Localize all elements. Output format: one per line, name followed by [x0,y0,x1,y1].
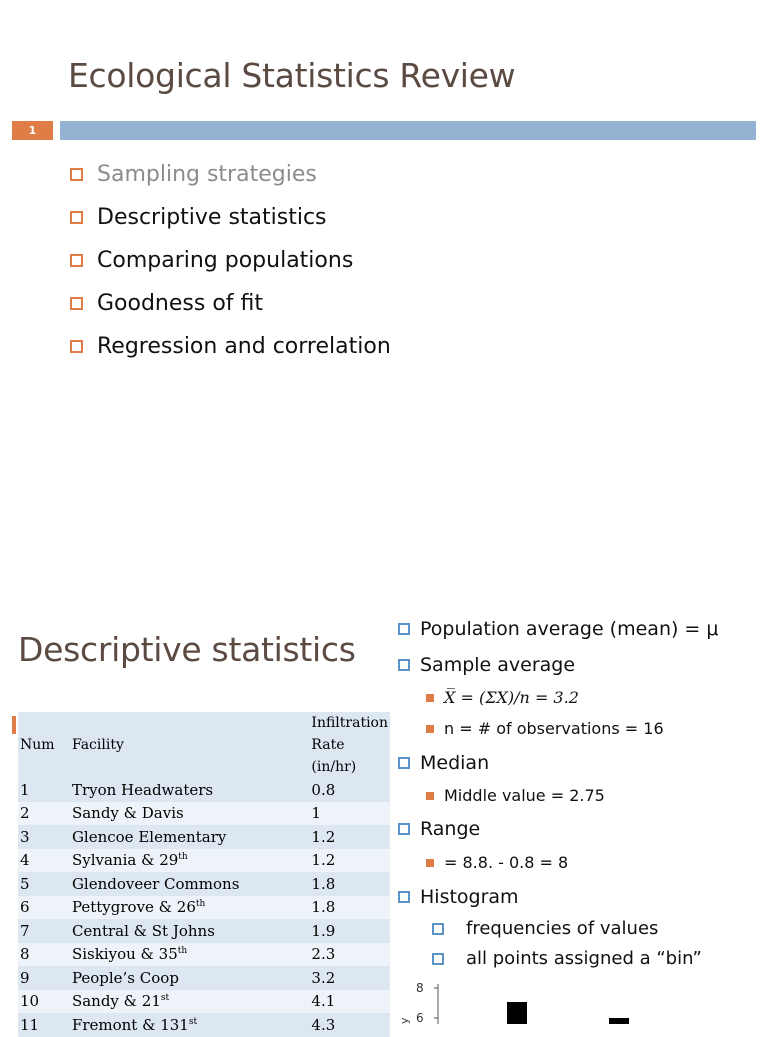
bullet-range [398,818,480,840]
cell-facility [70,1013,309,1037]
facility-name: Glencoe Elementary [71,827,227,846]
facility-name: Sandy & 21 [71,992,161,1011]
agenda-item-label: Comparing populations [97,248,354,273]
cell-facility [70,896,309,920]
cell-rate: 1 [309,802,390,826]
col-header-rate-line: Rate [311,737,345,753]
hollow-square-bullet-icon [70,254,83,267]
bullet-histogram [398,886,519,908]
cell-rate: 1.2 [309,825,390,849]
table-row [18,896,390,920]
bullet-frequencies [432,918,658,939]
ordinal-suffix: th [178,852,188,863]
table-row [18,849,390,873]
cell-rate: 4.1 [309,990,390,1014]
cell-num: 8 [18,943,70,967]
cell-facility [70,849,309,873]
agenda-item [70,282,391,325]
hollow-square-bullet-icon [70,297,83,310]
ordinal-suffix: th [177,946,188,957]
table-body [18,778,390,1037]
filled-square-bullet-icon [426,792,434,800]
agenda-item [70,325,391,368]
bullet-label: Middle value = 2.75 [444,786,605,805]
cell-num: 4 [18,849,70,873]
hollow-square-bullet-icon [398,623,410,635]
col-header-rate [309,712,390,778]
cell-num: 5 [18,872,70,896]
hollow-square-bullet-icon [432,923,444,935]
col-header-rate-line: Infiltration [311,715,388,731]
cell-num: 1 [18,778,70,802]
cell-num: 6 [18,896,70,920]
cell-facility [70,778,309,802]
y-tick-label: 6 [416,1011,424,1025]
facility-name: People’s Coop [71,968,179,987]
cell-num: 3 [18,825,70,849]
hollow-square-bullet-icon [398,823,410,835]
cell-num: 10 [18,990,70,1014]
bullet-label: X̅ = (ΣX)/n = 3.2 [444,688,579,707]
agenda-item-label: Regression and correlation [97,334,391,359]
bullet-label: = 8.8. - 0.8 = 8 [444,853,569,872]
cell-rate: 1.8 [309,872,390,896]
cell-rate: 0.8 [309,778,390,802]
bullet-label: n = # of observations = 16 [444,719,664,738]
bullet-sample-average [398,654,575,676]
bullet-label: Population average (mean) = μ [420,618,719,640]
cell-rate: 4.3 [309,1013,390,1037]
table-row [18,802,390,826]
facility-name: Glendoveer Commons [71,874,240,893]
ordinal-suffix: st [188,1016,198,1027]
bullet-label: Histogram [420,886,519,908]
cell-rate: 2.3 [309,943,390,967]
facility-name: Siskiyou & 35 [71,945,178,964]
cell-facility [70,872,309,896]
hollow-square-bullet-icon [70,211,83,224]
slide-1-title: Ecological Statistics Review [68,56,516,95]
agenda-item [70,239,391,282]
cell-facility [70,990,309,1014]
cell-rate: 1.2 [309,849,390,873]
facility-name: Pettygrove & 26 [71,898,196,917]
bullet-label: frequencies of values [466,918,659,939]
cell-facility [70,825,309,849]
slide-2 [0,600,768,1034]
bullet-label: Median [420,752,490,774]
agenda-item-label: Descriptive statistics [97,205,327,230]
bullet-label: Sample average [420,654,576,676]
slide-2-title: Descriptive statistics [18,630,356,669]
bullet-middle-value [426,786,605,805]
filled-square-bullet-icon [426,694,434,702]
col-header-rate-line: (in/hr) [311,759,357,775]
facility-name: Sylvania & 29 [71,851,179,870]
slide-marker [12,716,16,734]
histogram-bar [507,1002,527,1024]
table-row [18,990,390,1014]
bullet-label: all points assigned a “bin” [466,948,702,969]
hollow-square-bullet-icon [70,340,83,353]
cell-facility [70,966,309,990]
agenda-item-label: Sampling strategies [97,162,317,187]
facility-name: Sandy & Davis [71,804,184,823]
facility-name: Tryon Headwaters [71,780,214,799]
cell-facility [70,802,309,826]
cell-rate: 3.2 [309,966,390,990]
bullet-range-calc [426,853,568,872]
table-row [18,943,390,967]
cell-num: 11 [18,1013,70,1037]
histogram-preview [398,978,768,1024]
table-row [18,778,390,802]
facility-name: Central & St Johns [71,921,215,940]
cell-num: 7 [18,919,70,943]
filled-square-bullet-icon [426,859,434,867]
hollow-square-bullet-icon [432,953,444,965]
hollow-square-bullet-icon [398,659,410,671]
hollow-square-bullet-icon [398,757,410,769]
table-row [18,966,390,990]
ordinal-suffix: st [160,993,170,1004]
agenda-item-label: Goodness of fit [97,291,264,316]
table-row [18,1013,390,1037]
cell-num: 2 [18,802,70,826]
bullet-bins [432,948,702,969]
ordinal-suffix: th [195,899,206,910]
cell-facility [70,919,309,943]
cell-rate: 1.9 [309,919,390,943]
table-row [18,919,390,943]
slide-number-badge: 1 [12,121,53,140]
cell-facility [70,943,309,967]
y-axis-label: y [398,1017,411,1024]
agenda-list [70,153,391,368]
col-header-facility: Facility [70,712,309,778]
table-header-row [18,712,390,778]
bullet-label: Range [420,818,481,840]
hollow-square-bullet-icon [70,168,83,181]
infiltration-table [18,712,390,1037]
bullet-sample-formula [426,688,579,707]
y-tick-label: 8 [416,981,424,995]
agenda-item [70,153,391,196]
cell-num: 9 [18,966,70,990]
bullet-observations [426,719,664,738]
title-underline-bar [60,121,756,140]
filled-square-bullet-icon [426,725,434,733]
hollow-square-bullet-icon [398,891,410,903]
cell-rate: 1.8 [309,896,390,920]
table-row [18,872,390,896]
table-row [18,825,390,849]
facility-name: Fremont & 131 [71,1015,189,1034]
bullet-median [398,752,489,774]
histogram-bar [609,1018,629,1024]
col-header-num: Num [18,712,70,778]
agenda-item [70,196,391,239]
bullet-population-mean [398,618,718,640]
